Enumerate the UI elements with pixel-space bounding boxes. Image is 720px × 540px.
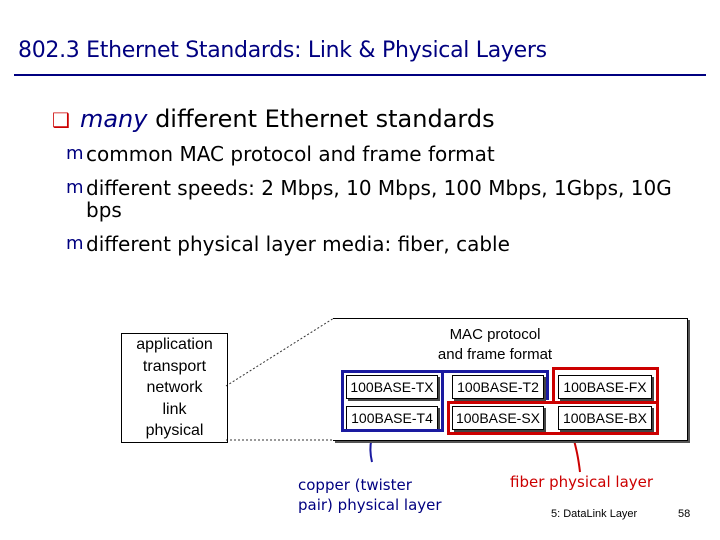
fiber-group-frame-left xyxy=(552,367,555,403)
copper-group-frame-top xyxy=(341,370,549,400)
copper-label-line1: copper (twister xyxy=(298,476,412,494)
phy-100base-bx: 100BASE-BX xyxy=(558,406,652,430)
page-number: 58 xyxy=(678,508,691,520)
phy-100base-fx: 100BASE-FX xyxy=(558,375,652,399)
mac-label-line2: and frame format xyxy=(437,346,553,363)
stack-layer-network: network xyxy=(146,379,203,396)
fiber-group-frame xyxy=(447,401,659,435)
bullet-text: different Ethernet standards xyxy=(147,105,495,133)
stack-layer-application: application xyxy=(136,336,213,353)
stack-layer-physical: physical xyxy=(145,422,204,439)
fiber-group-frame-right xyxy=(656,367,659,403)
phy-100base-tx: 100BASE-TX xyxy=(346,375,438,399)
footer-chapter: 5: DataLink Layer xyxy=(551,508,638,520)
mac-label-line1: MAC protocol xyxy=(449,326,541,343)
phy-100base-t4: 100BASE-T4 xyxy=(346,406,438,430)
subbullet-text: common MAC protocol and frame format xyxy=(86,142,495,166)
phy-100base-sx: 100BASE-SX xyxy=(452,406,544,430)
slide-title: 802.3 Ethernet Standards: Link & Physical Layers xyxy=(18,38,547,63)
copper-label xyxy=(298,475,442,515)
protocol-stack xyxy=(121,333,228,443)
phy-100base-t2: 100BASE-T2 xyxy=(452,375,544,399)
fiber-label: fiber physical layer xyxy=(510,473,654,491)
mac-label xyxy=(400,325,590,365)
stack-layer-link: link xyxy=(162,400,187,418)
bullet-emphasis: many xyxy=(79,105,148,133)
fiber-group-frame-top xyxy=(552,367,659,370)
copper-label-line2: pair) physical layer xyxy=(298,496,442,514)
subbullet-text: different speeds: 2 Mbps, 10 Mbps, 100 Mbps, 1Gbps, 10G bps xyxy=(86,176,672,222)
subbullet-text: different physical layer media: fiber, cable xyxy=(86,232,510,256)
square-bullet-icon: ❑ xyxy=(52,108,70,132)
circle-bullet-icon: m xyxy=(66,177,84,198)
stack-layer-transport: transport xyxy=(142,357,207,375)
circle-bullet-icon: m xyxy=(66,233,84,254)
circle-bullet-icon: m xyxy=(66,143,84,164)
